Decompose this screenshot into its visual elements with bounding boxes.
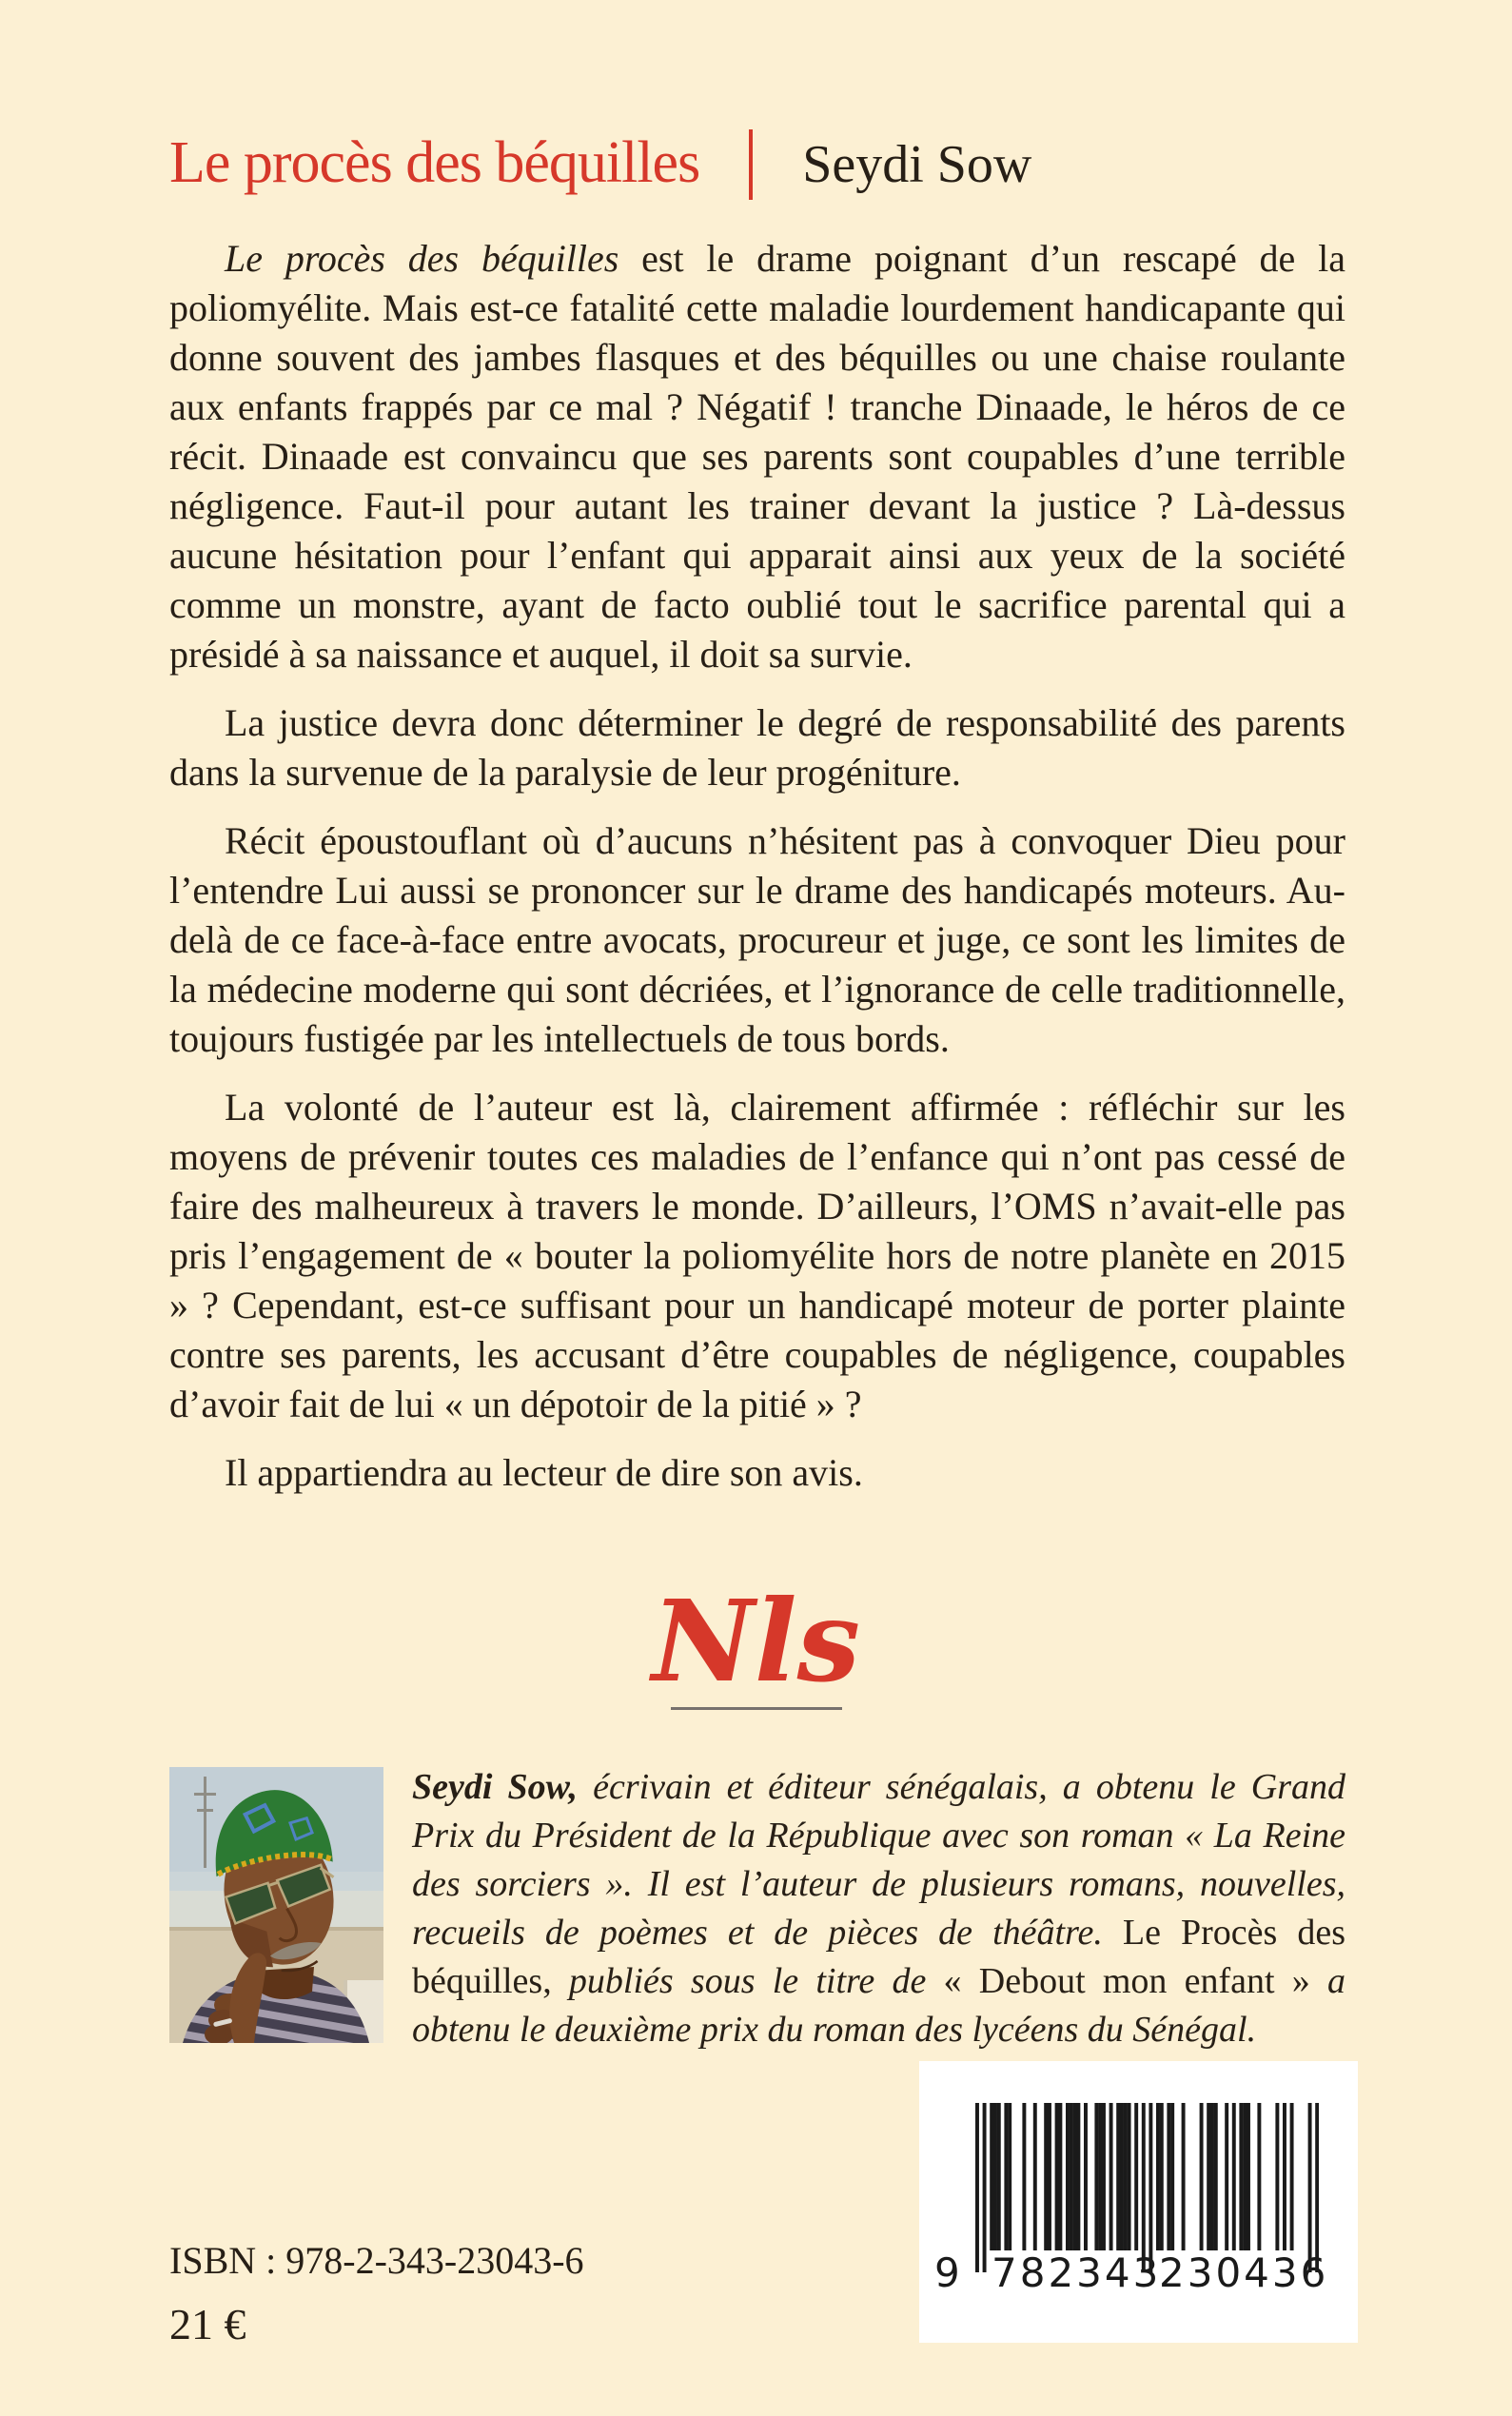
author-bio	[412, 1763, 1345, 2054]
author-photo	[169, 1767, 383, 2043]
author-name: Seydi Sow	[802, 135, 1032, 194]
bio-segment: a obtenu le deuxième prix du roman des lycéens du Sénégal.	[412, 1961, 1345, 2050]
bio-segment: publiés sous le titre de	[551, 1961, 944, 2001]
barcode-right-group: 230436	[1159, 2249, 1329, 2296]
author-photo-illustration	[169, 1767, 383, 2043]
synopsis-title-mention: Le procès des béquilles	[225, 237, 619, 280]
synopsis-paragraph-5: Il appartiendra au lecteur de dire son avis.	[225, 1451, 863, 1494]
bio-author-name: Seydi Sow,	[412, 1767, 579, 1807]
barcode-digits	[919, 2249, 1358, 2297]
book-title: Le procès des béquilles	[169, 130, 700, 195]
synopsis-paragraph-2: La justice devra donc déterminer le degré de responsabilité des parents dans la survenue de la paralysie de leur progéniture.	[169, 701, 1345, 794]
title-divider-rule	[749, 129, 753, 200]
isbn-label: ISBN : 978-2-343-23043-6	[169, 2239, 584, 2282]
synopsis	[169, 234, 1345, 1517]
synopsis-paragraph-1	[169, 234, 1345, 679]
synopsis-paragraph-4: La volonté de l’auteur est là, clairement affirmée : réfléchir sur les moyens de prévenir toutes ces maladies de l’enfance qui n’ont pas cessé de faire des malheureux à travers le monde. D’ailleurs, l’OMS n’avait-elle pas pris l’engagement de « bouter la poliomyélite hors de notre planète en 2015 » ? Cependant, est-ce suffisant pour un handicapé moteur de porter plainte contre ses parents, les accusant d’être coupables de négligence, coupables d’avoir fait de lui « un dépotoir de la pitié » ?	[169, 1086, 1345, 1425]
synopsis-paragraph-1-text: est le drame poignant d’un rescapé de la poliomyélite. Mais est-ce fatalité cette maladie lourdement handicapante qui donne souvent des jambes flasques et des béquilles ou une chaise roulante aux enfants frappés par ce mal ? Négatif ! tranche Dinaade, le héros de ce récit. Dinaade est convaincu que ses parents sont coupables d’une terrible négligence. Faut-il pour autant les trainer devant la justice ? Là-dessus aucune hésitation pour l’enfant qui apparait ainsi aux yeux de la société comme un monstre, ayant de facto oublié tout le sacrifice parental qui a présidé à sa naissance et auquel, il doit sa survie.	[169, 237, 1345, 676]
barcode-left-group: 782343	[992, 2249, 1162, 2296]
header	[169, 129, 1031, 200]
barcode-bars	[975, 2103, 1319, 2272]
publisher-logo-text: Nls	[651, 1575, 861, 1707]
bio-alt-title-mention: « Debout mon enfant »	[943, 1961, 1310, 2001]
author-section	[169, 1767, 1345, 2054]
bio-segment: écrivain et éditeur sénégalais, a obtenu le Grand Prix du Président de la République avec son roman « La Reine des sorciers ». Il est l’auteur de plusieurs romans, nouvelles, recueils de poèmes et de pièces de théâtre.	[412, 1767, 1345, 1953]
publisher-logo	[0, 1575, 1512, 1710]
publisher-logo-underline	[671, 1707, 842, 1710]
bio-book-mention: Le Procès des béquilles,	[412, 1913, 1345, 2001]
barcode-lead-digit: 9	[934, 2249, 960, 2296]
price-label: 21 €	[169, 2300, 246, 2348]
synopsis-paragraph-3: Récit époustouflant où d’aucuns n’hésitent pas à convoquer Dieu pour l’entendre Lui aussi se prononcer sur le drame des handicapés moteurs. Au-delà de ce face-à-face entre avocats, procureur et juge, ce sont les limites de la médecine moderne qui sont décriées, et l’ignorance de celle traditionnelle, toujours fustigée par les intellectuels de tous bords.	[169, 819, 1345, 1060]
barcode	[919, 2061, 1358, 2343]
